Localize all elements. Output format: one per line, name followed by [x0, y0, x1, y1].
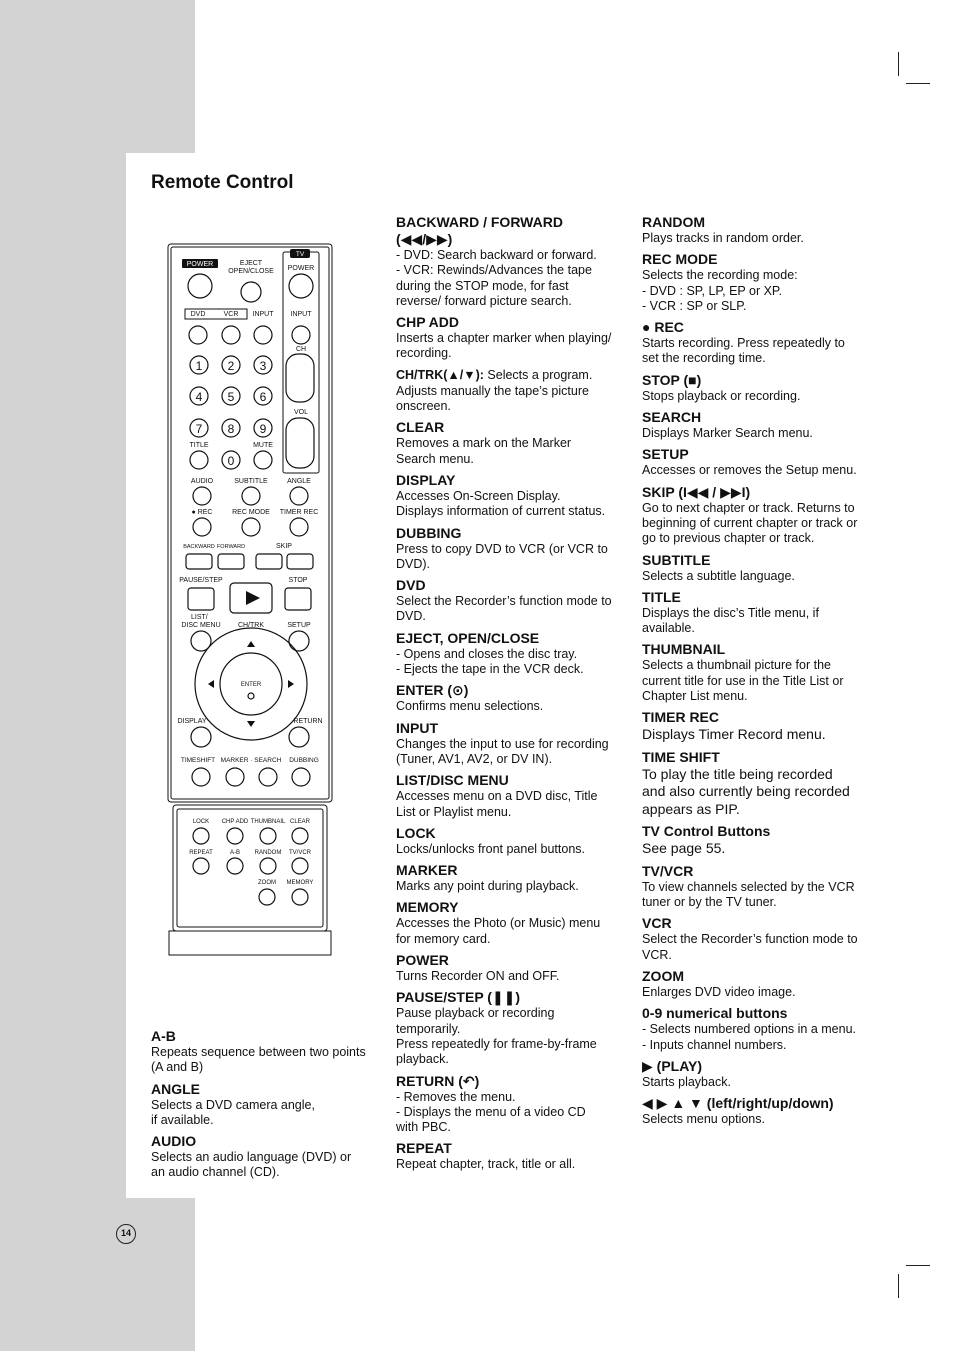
remote-label-clear: CLEAR	[289, 819, 311, 825]
entry-description: Selects a subtitle language.	[642, 568, 795, 583]
remote-label-enter: ENTER	[240, 682, 262, 688]
remote-label-chp-add: CHP ADD	[221, 819, 249, 825]
glossary-entry	[642, 319, 882, 367]
entry-heading: RANDOM	[642, 214, 705, 230]
entry-heading: DISPLAY	[396, 471, 456, 488]
glossary-entry	[396, 720, 631, 768]
remote-label-backward: BACKWARD	[183, 544, 215, 550]
entry-description: Selects a DVD camera angle, if available.	[151, 1097, 315, 1127]
remote-label-list: LIST/	[191, 614, 208, 621]
remote-digit: 5	[227, 390, 235, 404]
entry-description: Go to next chapter or track. Returns to beginning of current chapter or track or go to previous chapter or track.	[642, 500, 858, 546]
glossary-entry	[642, 1095, 882, 1127]
entry-heading: REPEAT	[396, 1140, 452, 1157]
entry-heading: TV/VCR	[642, 862, 694, 879]
entry-description: Enlarges DVD video image.	[642, 985, 796, 1000]
glossary-entry	[642, 372, 882, 404]
remote-label-angle: ANGLE	[287, 478, 311, 485]
remote-label-open-close: OPEN/CLOSE	[228, 268, 274, 275]
remote-digit: 9	[259, 422, 267, 436]
glossary-entry	[642, 446, 882, 478]
remote-label-tv-power: POWER	[287, 265, 315, 272]
entry-description: Starts recording. Press repeatedly to set the recording time.	[642, 336, 845, 366]
remote-label-vcr: VCR	[223, 311, 239, 318]
remote-label-dubbing: DUBBING	[289, 757, 319, 764]
entry-description: - DVD: Search backward or forward. - VCR: Rewinds/Advances the tape during the STOP mode, for fast reverse/ forward picture search.	[396, 248, 597, 308]
glossary-entry	[642, 709, 882, 744]
remote-label-lock: LOCK	[192, 819, 210, 825]
remote-label-tv-input: INPUT	[290, 311, 312, 318]
remote-tv-tag: TV	[295, 251, 305, 258]
entry-description: Inserts a chapter marker when playing/ recording.	[396, 331, 612, 361]
glossary-entry	[642, 552, 882, 584]
entry-description: Displays Marker Search menu.	[642, 426, 813, 441]
glossary-entry	[642, 1058, 882, 1090]
crop-mark	[898, 52, 899, 76]
glossary-entry	[642, 749, 882, 819]
remote-label-rec-mode: REC MODE	[232, 509, 270, 516]
remote-label-pause-step: PAUSE/STEP	[179, 577, 223, 584]
entry-heading: THUMBNAIL	[642, 641, 726, 658]
entry-heading: CHP ADD	[396, 314, 460, 331]
entry-heading: CLEAR	[396, 419, 445, 436]
entry-description: To view channels selected by the VCR tuner or by the TV tuner.	[642, 879, 855, 910]
glossary-column-1	[151, 1028, 381, 1186]
remote-label-ch: CH	[295, 346, 307, 353]
entry-description: Repeat chapter, track, title or all.	[396, 1157, 576, 1172]
entry-description: Displays the disc’s Title menu, if available.	[642, 605, 819, 636]
entry-description: Accesses the Photo (or Music) menu for memory card.	[396, 916, 601, 946]
entry-heading: VCR	[642, 915, 672, 932]
glossary-entry	[642, 915, 882, 963]
remote-digit: 7	[195, 422, 203, 436]
entry-description: Select the Recorder’s function mode to DVD.	[396, 594, 612, 624]
remote-label-timer-rec: TIMER REC	[279, 509, 319, 516]
entry-description: Selects menu options.	[642, 1112, 765, 1127]
glossary-entry	[396, 862, 631, 894]
entry-heading: TV Control Buttons	[642, 823, 771, 840]
glossary-entry	[396, 825, 631, 857]
entry-description: Starts playback.	[642, 1074, 731, 1089]
glossary-entry	[396, 899, 631, 947]
entry-heading: ZOOM	[642, 968, 684, 985]
glossary-entry	[642, 409, 882, 441]
remote-label-dvd: DVD	[190, 311, 206, 318]
glossary-entry	[396, 419, 631, 467]
remote-label-power: POWER	[186, 261, 214, 268]
remote-label-eject: EJECT	[239, 260, 263, 267]
entry-heading: INPUT	[396, 719, 438, 736]
glossary-entry	[151, 1133, 381, 1181]
entry-heading: CH/TRK(▲/▼):	[396, 367, 484, 382]
glossary-entry	[642, 589, 882, 637]
entry-heading: DVD	[396, 577, 426, 594]
remote-label-title: TITLE	[189, 442, 209, 449]
entry-heading: REC MODE	[642, 251, 718, 268]
entry-description: Accesses On-Screen Display. Displays information of current status.	[396, 488, 606, 519]
remote-label-forward: FORWARD	[216, 544, 246, 550]
entry-heading: SUBTITLE	[642, 551, 711, 568]
glossary-column-3	[642, 214, 882, 1133]
grey-margin-bottom	[0, 1198, 195, 1351]
crop-mark	[906, 1265, 930, 1266]
entry-heading: ENTER (⊙)	[396, 682, 469, 699]
entry-heading: ◀ ▶ ▲ ▼ (left/right/up/down)	[642, 1095, 834, 1112]
remote-digit: 6	[259, 390, 267, 404]
glossary-entry	[396, 314, 631, 362]
entry-heading: ● REC	[642, 319, 684, 336]
glossary-entry	[642, 641, 882, 704]
remote-label-marker-search: MARKER · SEARCH	[220, 757, 282, 764]
entry-description: Repeats sequence between two points (A and B)	[151, 1045, 366, 1075]
entry-heading: SEARCH	[642, 409, 702, 426]
remote-label-setup: SETUP	[287, 622, 311, 629]
glossary-entry	[642, 823, 882, 858]
entry-description: Selects the recording mode: - DVD : SP, LP, EP or XP. - VCR : SP or SLP.	[642, 268, 798, 313]
remote-control-illustration	[165, 243, 335, 959]
entry-heading: ANGLE	[151, 1080, 200, 1097]
glossary-entry	[396, 630, 631, 678]
grey-margin-top	[0, 0, 195, 153]
glossary-entry	[642, 484, 882, 547]
entry-heading: PAUSE/STEP (❚❚)	[396, 989, 521, 1006]
remote-label-audio: AUDIO	[190, 478, 214, 485]
glossary-entry	[642, 1005, 882, 1053]
crop-mark	[898, 1274, 899, 1298]
entry-heading: ▶ (PLAY)	[642, 1057, 703, 1074]
entry-heading: DUBBING	[396, 524, 462, 541]
remote-label-skip: SKIP	[276, 543, 292, 550]
entry-description: Changes the input to use for recording (Tuner, AV1, AV2, or DV IN).	[396, 736, 609, 766]
remote-label-timeshift: TIMESHIFT	[180, 757, 216, 764]
entry-heading: SETUP	[642, 446, 689, 463]
remote-label-repeat: REPEAT	[189, 850, 213, 856]
remote-label-disc-menu: DISC MENU	[181, 622, 221, 629]
remote-digit: 8	[227, 422, 235, 436]
entry-description: - Selects numbered options in a menu. - Inputs channel numbers.	[642, 1022, 857, 1052]
glossary-entry	[642, 251, 882, 314]
entry-heading: 0-9 numerical buttons	[642, 1005, 788, 1022]
entry-heading: BACKWARD / FORWARD (◀◀/▶▶)	[396, 214, 563, 247]
glossary-entry	[396, 952, 631, 984]
entry-heading: LIST/DISC MENU	[396, 772, 509, 789]
entry-heading: RETURN (↶)	[396, 1072, 480, 1089]
remote-label-ch-trk: CH/TRK	[237, 622, 265, 629]
remote-label-subtitle: SUBTITLE	[234, 478, 268, 485]
remote-label-input: INPUT	[252, 311, 274, 318]
remote-label-tv-vcr: TV/VCR	[288, 850, 312, 856]
glossary-entry	[396, 1073, 631, 1136]
glossary-entry	[642, 214, 882, 246]
glossary-entry	[396, 989, 631, 1067]
glossary-entry	[396, 1140, 631, 1172]
entry-heading: MARKER	[396, 862, 458, 879]
remote-digit: 2	[227, 359, 235, 373]
remote-label-return: RETURN	[293, 718, 323, 725]
page-number: 14	[116, 1224, 136, 1244]
glossary-entry	[151, 1081, 381, 1129]
entry-heading: TIMER REC	[642, 709, 719, 726]
grey-margin-left	[0, 153, 126, 1198]
entry-heading: SKIP (I◀◀ / ▶▶I)	[642, 483, 751, 500]
entry-heading: POWER	[396, 952, 449, 969]
remote-label-display: DISPLAY	[177, 718, 207, 725]
remote-digit: 4	[195, 390, 203, 404]
glossary-column-2	[396, 214, 631, 1178]
entry-description: Select the Recorder’s function mode to VCR.	[642, 932, 858, 962]
entry-description: Removes a mark on the Marker Search menu.	[396, 436, 572, 466]
glossary-entry	[396, 367, 631, 415]
remote-label-rec: ● REC	[191, 509, 213, 516]
entry-description: Pause playback or recording temporarily. Press repeatedly for frame-by-frame playback.	[396, 1006, 597, 1067]
entry-description: Displays Timer Record menu.	[642, 726, 826, 743]
entry-description: Turns Recorder ON and OFF.	[396, 969, 560, 984]
entry-heading: LOCK	[396, 824, 436, 841]
remote-digit: 0	[227, 454, 235, 468]
entry-description: Selects a thumbnail picture for the current title for use in the Title List or Chapter List menu.	[642, 658, 844, 704]
entry-heading: EJECT, OPEN/CLOSE	[396, 629, 540, 646]
entry-description: Stops playback or recording.	[642, 388, 801, 403]
entry-heading: TITLE	[642, 588, 681, 605]
entry-description: See page 55.	[642, 840, 726, 857]
entry-description: Selects an audio language (DVD) or an audio channel (CD).	[151, 1150, 352, 1180]
glossary-entry	[396, 682, 631, 714]
entry-description: Accesses or removes the Setup menu.	[642, 463, 857, 478]
entry-heading: TIME SHIFT	[642, 748, 720, 765]
remote-digit: 1	[195, 359, 203, 373]
entry-heading: STOP (■)	[642, 371, 702, 388]
entry-description: Selects a program. Adjusts manually the tape’s picture onscreen.	[396, 367, 593, 414]
remote-label-stop: STOP	[288, 577, 308, 584]
glossary-entry	[396, 525, 631, 573]
entry-heading: AUDIO	[151, 1133, 197, 1150]
glossary-entry	[396, 577, 631, 625]
entry-description: Locks/unlocks front panel buttons.	[396, 841, 586, 856]
glossary-entry	[396, 472, 631, 520]
glossary-entry	[642, 863, 882, 911]
remote-label-random: RANDOM	[254, 850, 282, 856]
page-title: Remote Control	[151, 172, 294, 193]
entry-description: Accesses menu on a DVD disc, Title List or Playlist menu.	[396, 789, 598, 819]
entry-heading: MEMORY	[396, 899, 459, 916]
remote-label-vol: VOL	[293, 409, 309, 416]
entry-description: To play the title being recorded and also currently being recorded appears as PIP.	[642, 765, 850, 817]
entry-heading: A-B	[151, 1028, 176, 1044]
entry-description: Plays tracks in random order.	[642, 231, 804, 245]
entry-description: Press to copy DVD to VCR (or VCR to DVD).	[396, 541, 608, 571]
entry-description: - Removes the menu. - Displays the menu of a video CD with PBC.	[396, 1089, 586, 1135]
remote-label-zoom: ZOOM	[258, 880, 276, 886]
crop-mark	[906, 83, 930, 84]
remote-label-a-b: A-B	[229, 850, 241, 856]
remote-label-thumbnail: THUMBNAIL	[250, 819, 286, 825]
remote-digit: 3	[259, 359, 267, 373]
remote-label-mute: MUTE	[253, 442, 273, 449]
remote-label-memory: MEMORY	[286, 880, 314, 886]
entry-description: - Opens and closes the disc tray. - Ejects the tape in the VCR deck.	[396, 646, 584, 677]
glossary-entry	[642, 968, 882, 1000]
glossary-entry	[151, 1028, 381, 1076]
glossary-entry	[396, 772, 631, 820]
entry-description: Marks any point during playback.	[396, 879, 579, 894]
entry-description: Confirms menu selections.	[396, 699, 544, 714]
glossary-entry	[396, 214, 631, 309]
